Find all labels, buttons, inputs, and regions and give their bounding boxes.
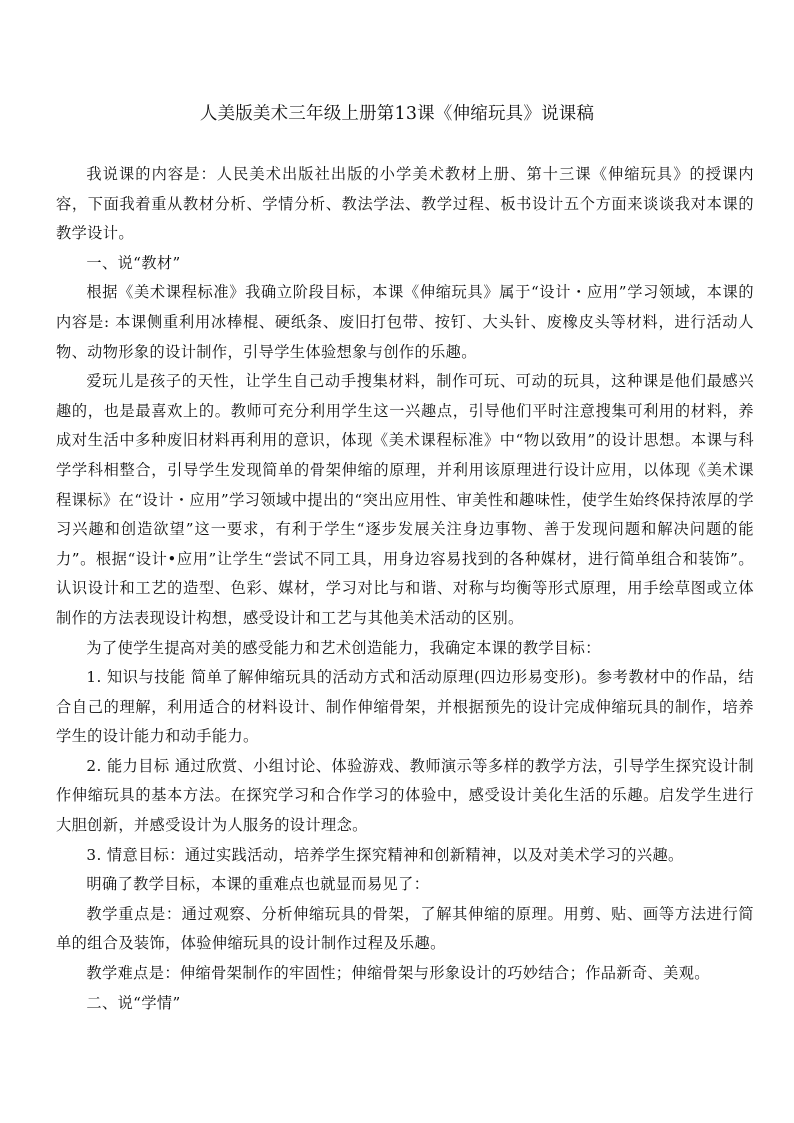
paragraph-intro: 我说课的内容是：人民美术出版社出版的小学美术教材上册、第十三课《伸缩玩具》的授课内容，下面我着重从教材分析、学情分析、教法学法、教学过程、板书设计五个方面来谈谈我对本课的教学设计。	[56, 165, 754, 243]
paragraph-curriculum: 根据《美术课程标准》我确立阶段目标，本课《伸缩玩具》属于“设计・应用”学习领域，本课的内容是: 本课侧重利用冰棒棍、硬纸条、废旧打包带、按钉、大头针、废橡皮头等材料，进行活动人物、动物形象的设计制作，引导学生体验想象与创作的乐趣。	[56, 283, 754, 361]
paragraph-goal-emotion: 3. 情意目标：通过实践活动，培养学生探究精神和创新精神，以及对美术学习的兴趣。	[86, 845, 684, 864]
paragraph-interest: 爱玩儿是孩子的天性，让学生自己动手搜集材料，制作可玩、可动的玩具，这种课是他们最感兴趣的，也是最喜欢上的。教师可充分利用学生这一兴趣点，引导他们平时注意搜集可利用的材料，养成对生活中多种废旧材料再利用的意识，体现《美术课程标准》中“物以致用”的设计思想。本课与科学学科相整合，引导学生发现简单的骨架伸缩的原理，并利用该原理进行设计应用，以体现《美术课程课标》在“设计・应用”学习领域中提出的“突出应用性、审美性和趣味性，使学生始终保持浓厚的学习兴趣和创造欲望”这一要求，有利于学生“逐步发展关注身边事物、善于发现问题和解决问题的能力”。根据“设计•应用”让学生“尝试不同工具，用身边容易找到的各种媒材，进行简单组合和装饰”。认识设计和工艺的造型、色彩、媒材，学习对比与和谐、对称与均衡等形式原理，用手绘草图或立体制作的方法表现设计构想，感受设计和工艺与其他美术活动的区别。	[56, 372, 754, 627]
paragraph-key-points-intro: 明确了教学目标，本课的重难点也就显而易见了：	[86, 875, 430, 894]
paragraph-teaching-difficulty: 教学难点是：伸缩骨架制作的牢固性；伸缩骨架与形象设计的巧妙结合；作品新奇、美观。	[86, 964, 710, 983]
paragraph-goals-intro: 为了使学生提高对美的感受能力和艺术创造能力，我确定本课的教学目标：	[86, 638, 601, 657]
section-heading-textbook: 一、说“教材”	[86, 253, 181, 272]
section-heading-students: 二、说“学情”	[86, 993, 181, 1012]
paragraph-goal-ability: 2. 能力目标 通过欣赏、小组讨论、体验游戏、教师演示等多样的教学方法，引导学生探究设计制作伸缩玩具的基本方法。在探究学习和合作学习的体验中，感受设计美化生活的乐趣。启发学生进行大胆创新，并感受设计为人服务的设计理念。	[56, 756, 754, 835]
document-body	[56, 160, 754, 1018]
paragraph-teaching-focus: 教学重点是：通过观察、分析伸缩玩具的骨架，了解其伸缩的原理。用剪、贴、画等方法进行简单的组合及装饰，体验伸缩玩具的设计制作过程及乐趣。	[56, 904, 754, 953]
document-title: 人美版美术三年级上册第13课《伸缩玩具》说课稿	[199, 104, 595, 124]
paragraph-goal-knowledge: 1. 知识与技能 简单了解伸缩玩具的活动方式和活动原理(四边形易变形)。参考教材中的作品，结合自己的理解，利用适合的材料设计、制作伸缩骨架，并根据预先的设计完成伸缩玩具的制作，培养学生的设计能力和动手能力。	[56, 668, 754, 746]
